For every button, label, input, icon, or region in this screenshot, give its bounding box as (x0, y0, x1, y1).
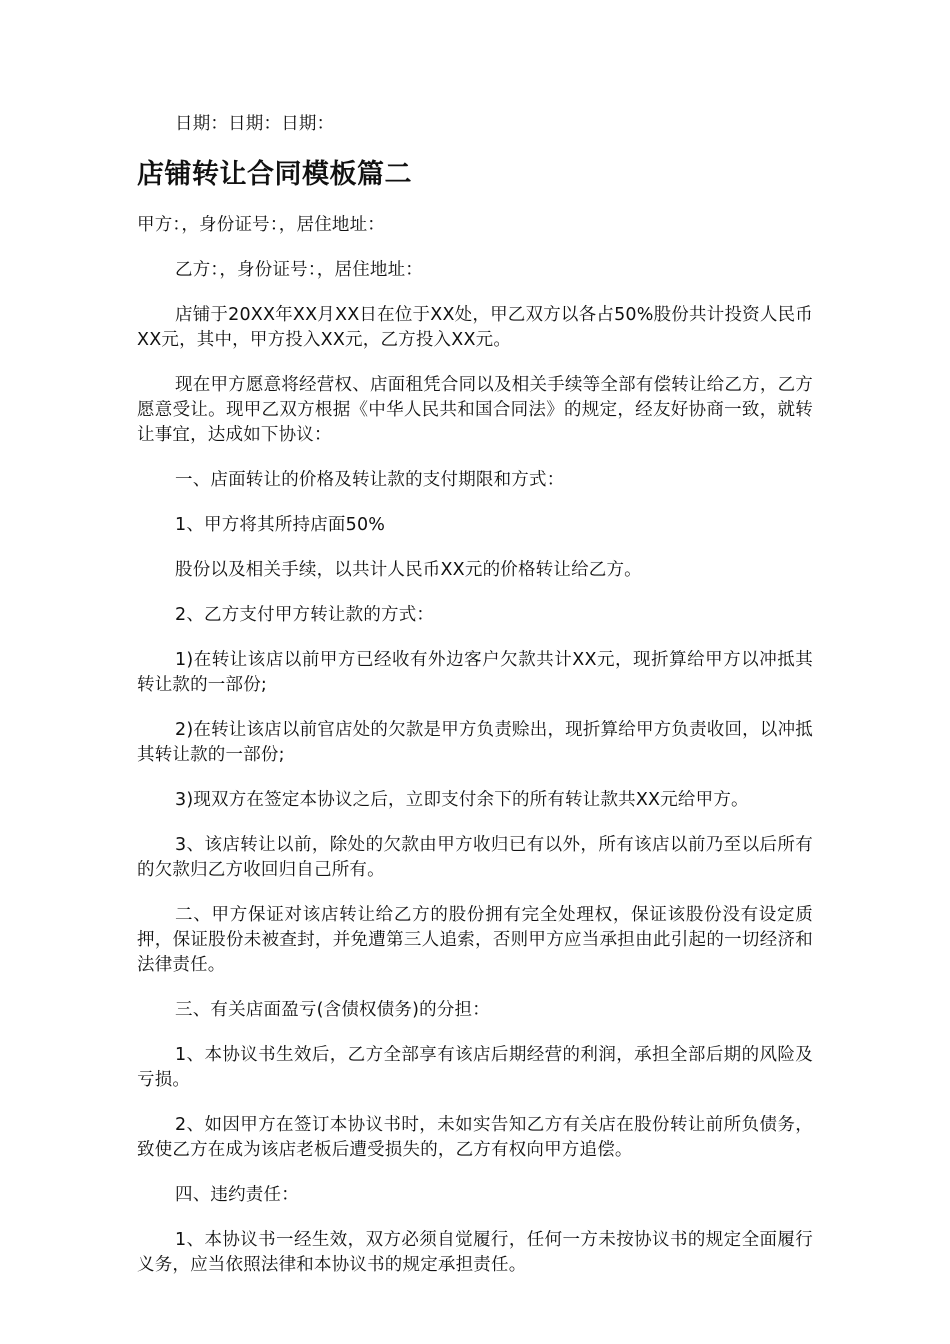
section-heading: 三、有关店面盈亏(含债权债务)的分担： (175, 1000, 490, 1020)
sub-clause: 2)在转让该店以前官店处的欠款是甲方负责赊出，现折算给甲方负责收回，以冲抵其转让款的一部份; (137, 720, 813, 765)
section-heading: 一、店面转让的价格及转让款的支付期限和方式： (175, 470, 565, 490)
sub-clause: 3)现双方在签定本协议之后，立即支付余下的所有转让款共XX元给甲方。 (175, 790, 749, 810)
party-b-line: 乙方：，身份证号：，居住地址： (175, 260, 423, 280)
document-title: 店铺转让合同模板篇二 (137, 159, 412, 190)
clause: 3、该店转让以前，除处的欠款由甲方收归已有以外，所有该店以前乃至以后所有的欠款归乙方收回归自己所有。 (137, 835, 813, 880)
clause: 2、乙方支付甲方转让款的方式： (175, 605, 435, 625)
section-heading: 四、违约责任： (175, 1185, 299, 1205)
section-heading: 二、甲方保证对该店转让给乙方的股份拥有完全处理权，保证该股份没有设定质押，保证股份未被查封，并免遭第三人追索，否则甲方应当承担由此引起的一切经济和法律责任。 (137, 905, 813, 975)
sub-clause: 1)在转让该店以前甲方已经收有外边客户欠款共计XX元，现折算给甲方以冲抵其转让款的一部份; (137, 650, 813, 695)
clause: 1、本协议书生效后，乙方全部享有该店后期经营的利润，承担全部后期的风险及亏损。 (137, 1045, 813, 1090)
party-a-line: 甲方：，身份证号：，居住地址： (137, 215, 385, 235)
clause: 1、甲方将其所持店面50% (175, 515, 386, 535)
date-line: 日期：日期：日期： (175, 114, 335, 134)
paragraph: 股份以及相关手续，以共计人民币XX元的价格转让给乙方。 (175, 560, 642, 580)
paragraph: 店铺于20XX年XX月XX日在位于XX处，甲乙双方以各占50%股份共计投资人民币XX元，其中，甲方投入XX元，乙方投入XX元。 (137, 305, 813, 350)
document-body (137, 112, 813, 1298)
clause: 2、如因甲方在签订本协议书时，未如实告知乙方有关店在股份转让前所负债务，致使乙方在成为该店老板后遭受损失的，乙方有权向甲方追偿。 (137, 1115, 813, 1160)
paragraph: 现在甲方愿意将经营权、店面租凭合同以及相关手续等全部有偿转让给乙方，乙方愿意受让。现甲乙双方根据《中华人民共和国合同法》的规定，经友好协商一致，就转让事宜，达成如下协议： (137, 375, 813, 445)
clause: 1、本协议书一经生效，双方必须自觉履行，任何一方未按协议书的规定全面履行义务，应当依照法律和本协议书的规定承担责任。 (137, 1230, 813, 1275)
